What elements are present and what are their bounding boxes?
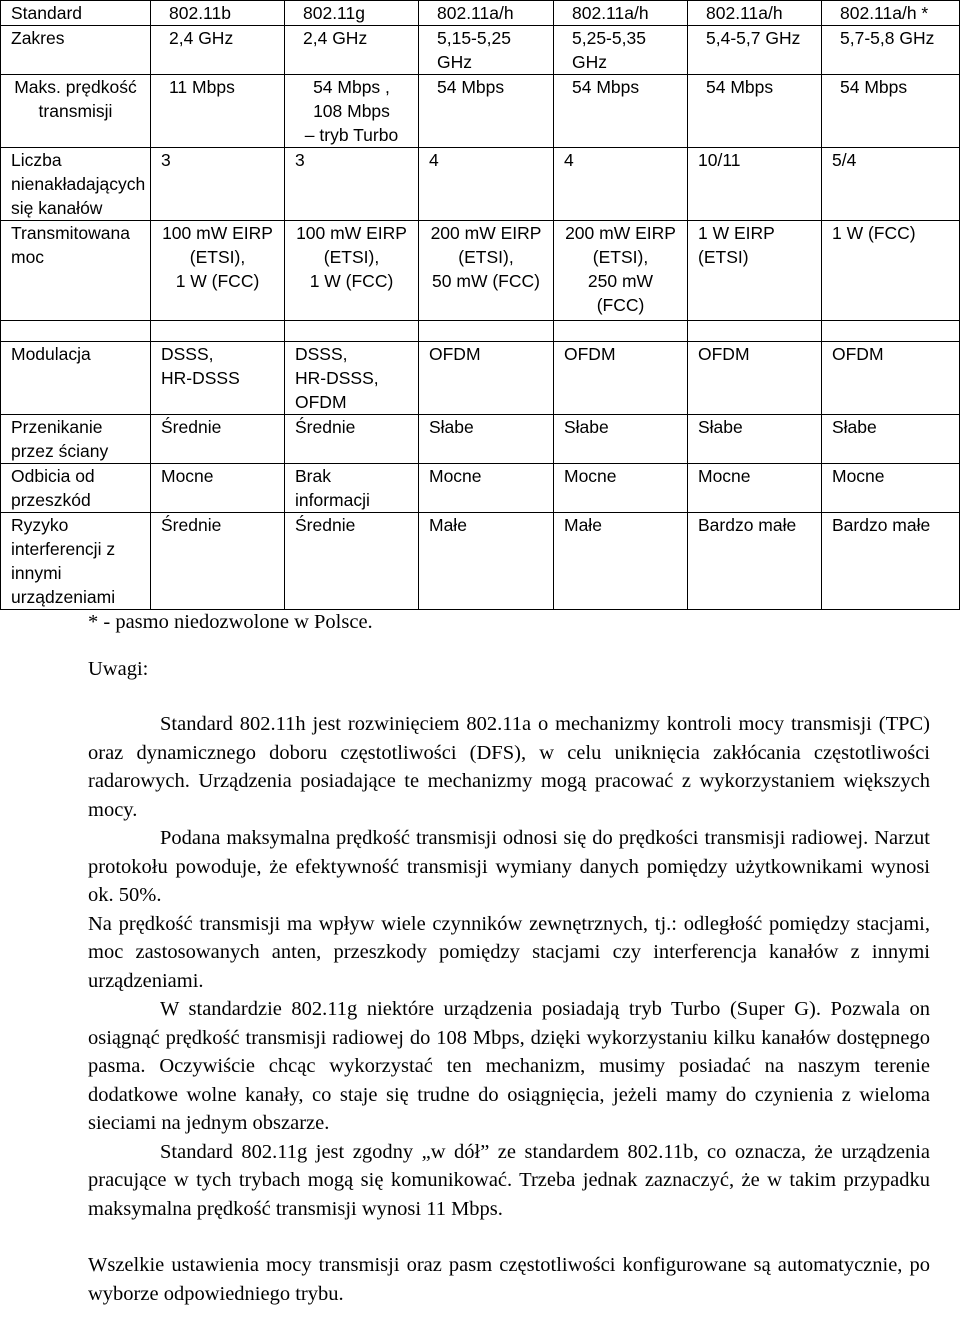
table-cell: 11 Mbps [151,75,285,148]
table-cell: 54 Mbps [554,75,688,148]
table-cell: Bardzo małe [822,513,960,610]
table-cell: Średnie [285,415,419,464]
table-cell: Średnie [151,415,285,464]
table-cell: 1 W (FCC) [822,221,960,321]
column-header: 802.11a/h * [822,1,960,26]
notes-section [88,608,930,1308]
table-cell: 4 [554,148,688,221]
table-cell: Małe [554,513,688,610]
table-cell [419,221,554,321]
table-cell: 5,25-5,35 GHz [554,26,688,75]
row-label-text: Transmitowana moc [11,223,130,267]
paragraph: W standardzie 802.11g niektóre urządzenia posiadają tryb Turbo (Super G). Pozwala on osiągnąć prędkość transmisji radiowej do 108 Mbps, dzięki wykorzystaniu kilku kanałów dostępnego pasma. Oczywiście chcąc wykorzystać ten mechanizm, musimy posiadać na naszym terenie dodatkowe wolne kanały, co staje się trudne do osiągnięcia, jeżeli mamy do czynienia z wieloma sieciami na jednym obszarze. [88,998,930,1134]
table-cell [151,221,285,321]
table-cell: 3 [285,148,419,221]
table-cell: 2,4 GHz [285,26,419,75]
table-cell: Słabe [822,415,960,464]
row-label-text: Odbicia od przeszkód [11,466,95,510]
column-header: 802.11b [151,1,285,26]
table-row-range [1,26,960,75]
table-cell: 5,15-5,25 GHz [419,26,554,75]
row-label: Modulacja [1,342,151,415]
table-row-speed [1,75,960,148]
row-label-text: Przenikanie przez ściany [11,417,109,461]
table-row-standard [1,1,960,26]
table-cell: Małe [419,513,554,610]
table-row-spacer [1,321,960,342]
row-label [1,513,151,610]
table-cell: 54 Mbps [688,75,822,148]
row-label-text: Maks. prędkość transmisji [14,77,137,121]
row-label [1,221,151,321]
table-row-channels [1,148,960,221]
table-row-penetration [1,415,960,464]
column-header: 802.11a/h [419,1,554,26]
row-label-text: Liczba nienakładających się kanałów [11,150,146,218]
table-cell: Mocne [688,464,822,513]
table-row-interference [1,513,960,610]
table-cell: 3 [151,148,285,221]
row-label [1,75,151,148]
table-cell [688,221,822,321]
cell-text: 54 Mbps , 108 Mbps – tryb Turbo [304,77,399,145]
table-cell: Mocne [151,464,285,513]
remarks-heading: Uwagi: [88,657,149,680]
cell-text: 100 mW EIRP (ETSI), 1 W (FCC) [296,223,407,291]
table-cell: 54 Mbps [419,75,554,148]
table-cell: Bardzo małe [688,513,822,610]
table-cell: Średnie [151,513,285,610]
row-label [1,464,151,513]
row-label: Standard [1,1,151,26]
column-header: 802.11a/h [554,1,688,26]
table-row-reflections [1,464,960,513]
cell-text: 200 mW EIRP (ETSI), 50 mW (FCC) [430,223,542,291]
footnote: * - pasmo niedozwolone w Polsce. [88,611,373,633]
paragraph: Podana maksymalna prędkość transmisji odnosi się do prędkości transmisji radiowej. Narzut protokołu powoduje, że efektywność transmisji wymiany danych pomiędzy użytkownikami wynosi ok. 50%. [88,827,930,906]
row-label: Zakres [1,26,151,75]
paragraph: Na prędkość transmisji ma wpływ wiele czynników zewnętrznych, tj.: odległość pomiędzy stacjami, moc zastosowanych anten, przeszkody pomiędzy stacjami czy interferencja kanałów z innymi urządzeniami. [88,912,930,992]
row-label-text: Ryzyko interferencji z innymi urządzeniami [11,515,116,607]
table-cell: Mocne [822,464,960,513]
table-cell [285,464,419,513]
table-cell [554,221,688,321]
table-cell [285,221,419,321]
row-label [1,148,151,221]
table-cell: 10/11 [688,148,822,221]
cell-text: 1 W EIRP (ETSI) [698,223,775,267]
table-row-modulation [1,342,960,415]
table-cell: 5/4 [822,148,960,221]
table-cell: Mocne [554,464,688,513]
table-cell: Mocne [419,464,554,513]
wifi-standards-table [0,0,960,610]
table-cell: OFDM [419,342,554,415]
cell-text: DSSS, HR-DSSS, OFDM [295,344,379,412]
column-header: 802.11g [285,1,419,26]
table-cell [285,342,419,415]
row-label [1,415,151,464]
table-cell: Słabe [419,415,554,464]
paragraph: Standard 802.11h jest rozwinięciem 802.11a o mechanizmy kontroli mocy transmisji (TPC) oraz dynamicznego doboru częstotliwości (DFS), w celu uniknięcia zakłócania częstotliwości radarowych. Urządzenia posiadające te mechanizmy mogą pracować z wykorzystaniem większych mocy. [88,713,930,821]
table-cell: 54 Mbps [822,75,960,148]
cell-text: Brak informacji [295,466,370,510]
table-cell: Słabe [554,415,688,464]
table-cell [151,342,285,415]
table-cell: Średnie [285,513,419,610]
table-cell: 4 [419,148,554,221]
cell-text: 100 mW EIRP (ETSI), 1 W (FCC) [162,223,273,291]
table-cell: 2,4 GHz [151,26,285,75]
cell-text: 200 mW EIRP (ETSI), 250 mW (FCC) [565,223,676,315]
table-cell: OFDM [554,342,688,415]
cell-text: DSSS, HR-DSSS [161,344,240,388]
column-header: 802.11a/h [688,1,822,26]
table-cell: 5,7-5,8 GHz [822,26,960,75]
table-cell: OFDM [822,342,960,415]
table-cell: OFDM [688,342,822,415]
paragraph: Standard 802.11g jest zgodny „w dół” ze standardem 802.11b, co oznacza, że urządzenia pracujące w tych trybach mogą się komunikować. Trzeba jednak zaznaczyć, że w takim przypadku maksymalna prędkość transmisji wynosi 11 Mbps. [88,1140,930,1220]
table-cell: Słabe [688,415,822,464]
table-row-power [1,221,960,321]
table-cell: 5,4-5,7 GHz [688,26,822,75]
paragraph: Wszelkie ustawienia mocy transmisji oraz pasm częstotliwości konfigurowane są automatycznie, po wyborze odpowiedniego trybu. [88,1254,930,1305]
table-cell [285,75,419,148]
